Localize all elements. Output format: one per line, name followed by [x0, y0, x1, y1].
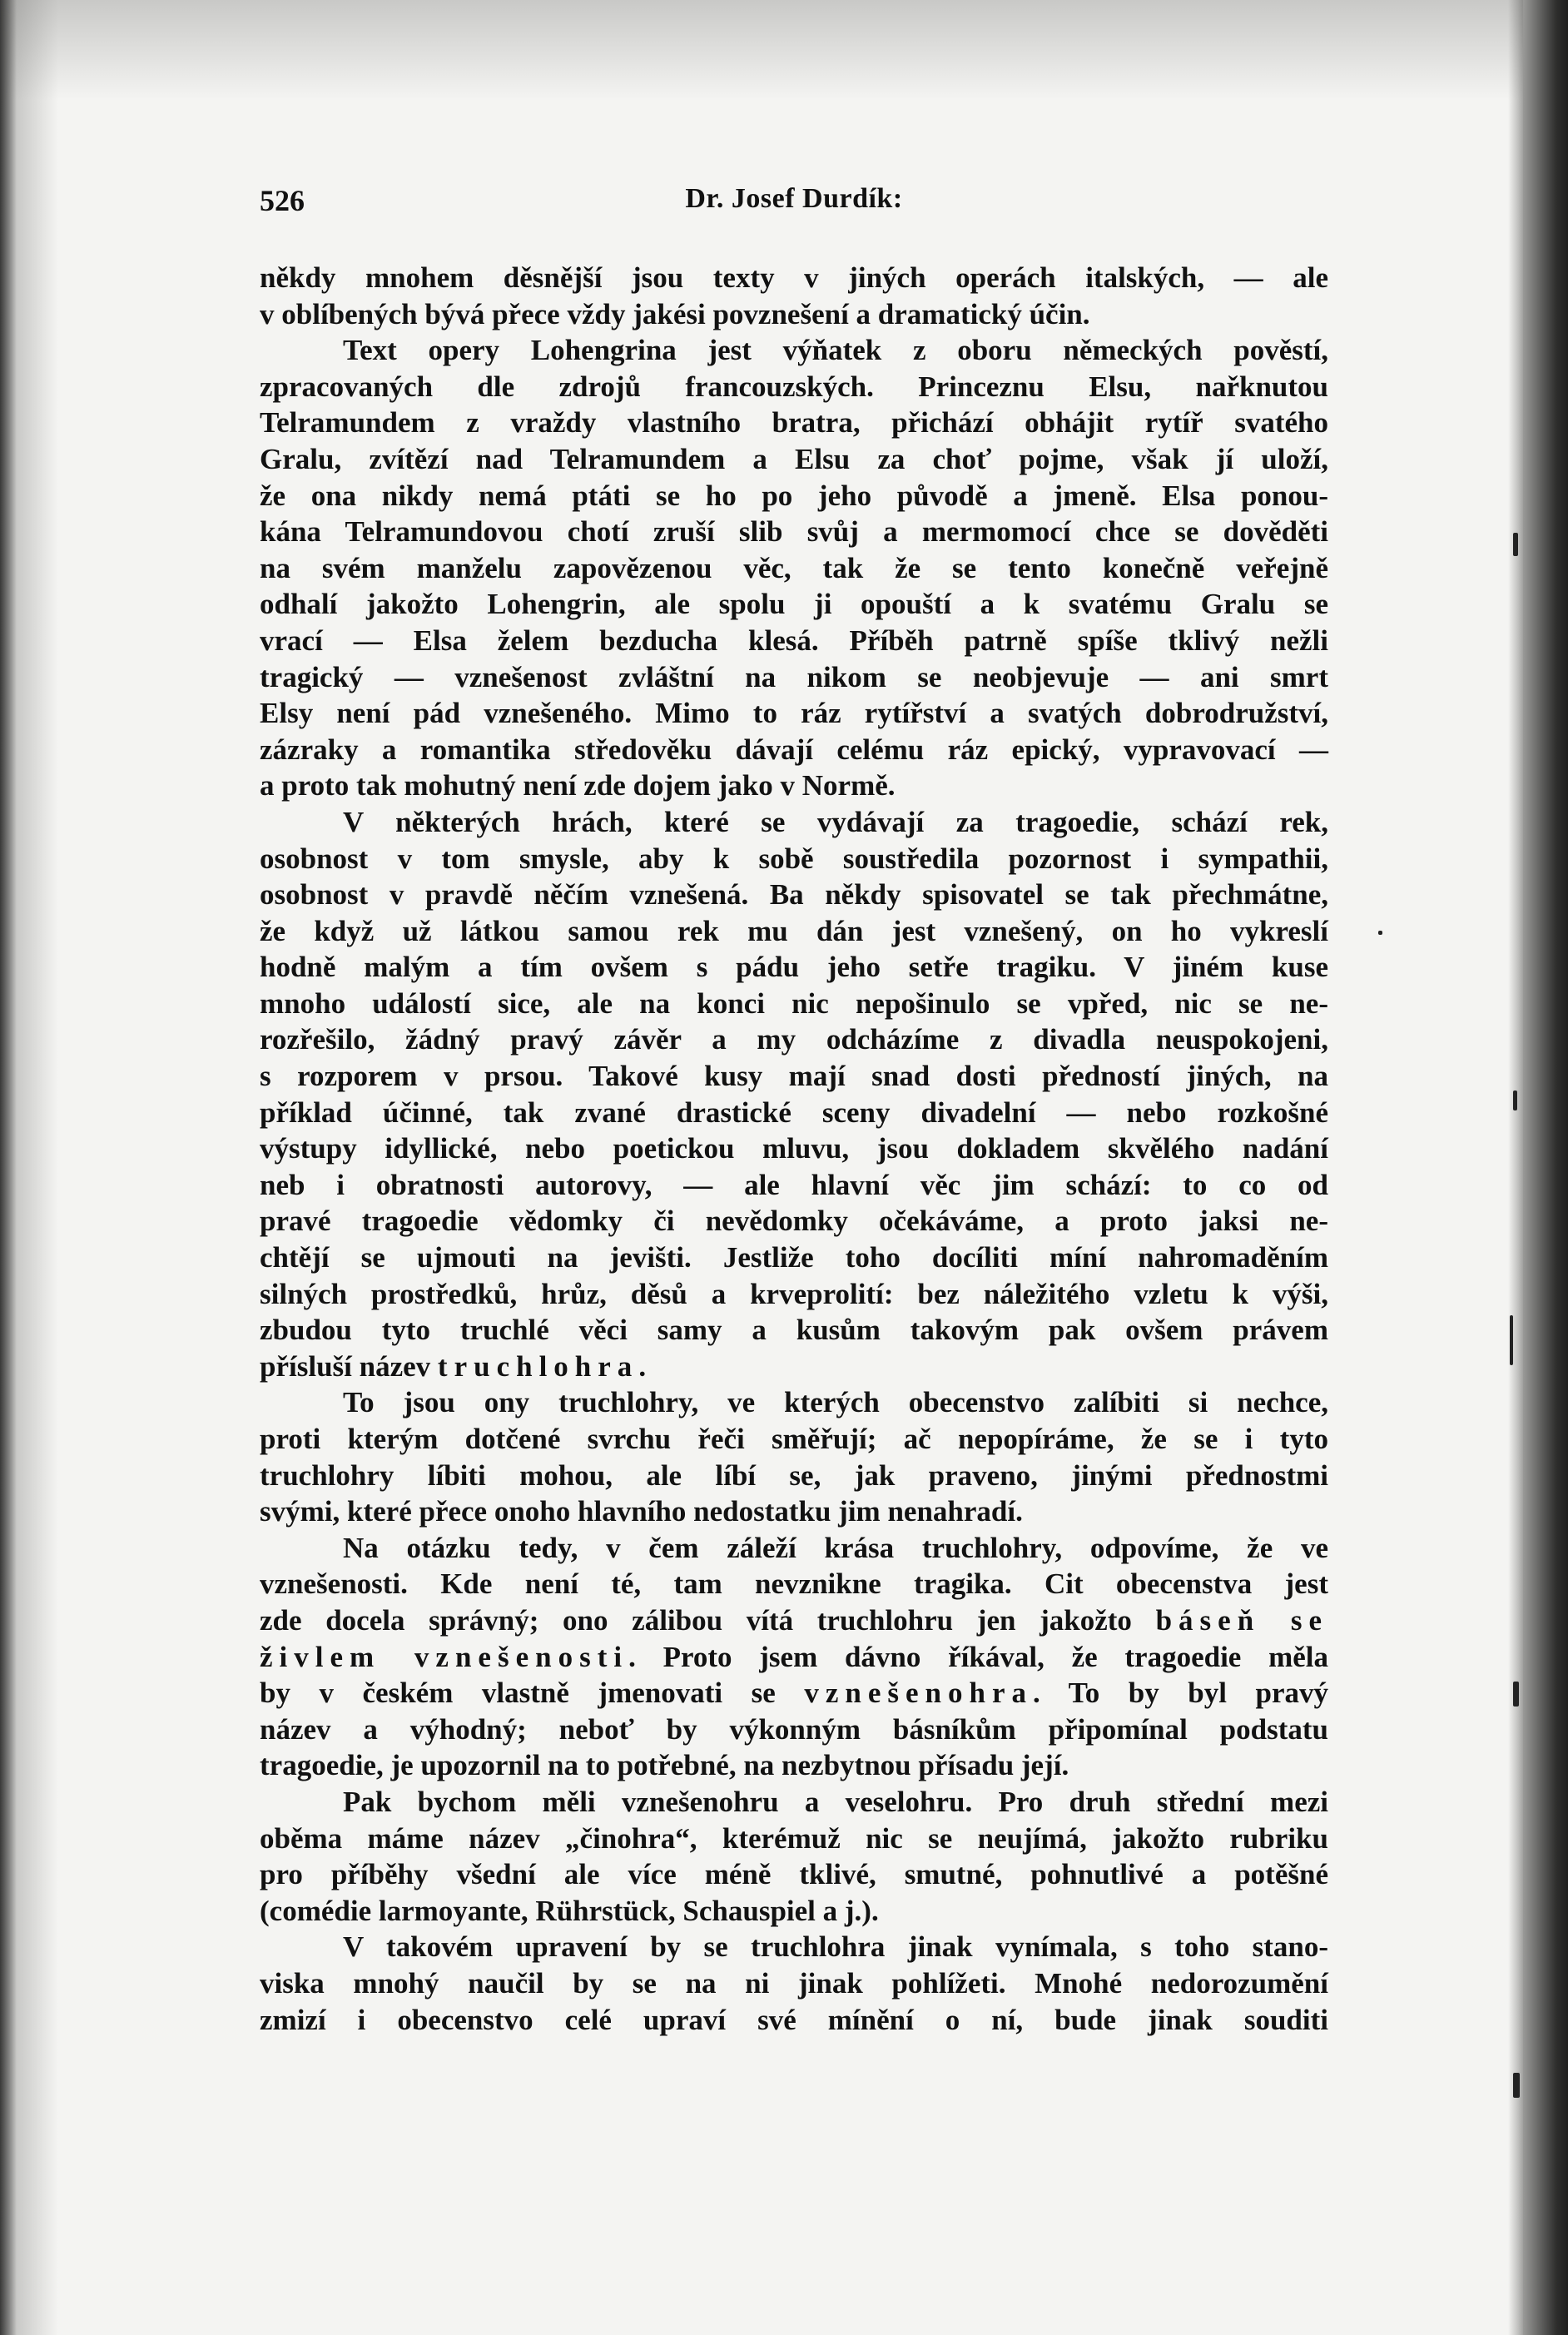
- text-line: proti kterým dotčené svrchu řeči směřují; ač nepopíráme, že se i tyto: [260, 1423, 1328, 1455]
- text-line: zmizí i obecenstvo celé upraví své mínění o ní, bude jinak souditi: [260, 2003, 1328, 2036]
- text-fragment: by v českém vlastně jmenovati se: [260, 1677, 805, 1710]
- text-line: příklad účinné, tak zvané drastické sceny divadelní — nebo rozkošné: [260, 1095, 1328, 1129]
- text-line: výstupy idyllické, nebo poetickou mluvu, jsou dokladem skvělého nadání: [260, 1132, 1328, 1165]
- text-line: silných prostředků, hrůz, děsů a krveprolití: bez náležitého vzletu k výši,: [260, 1277, 1328, 1310]
- text-line: vznešenosti. Kde není té, tam nevznikne tragika. Cit obecenstva jest: [260, 1567, 1328, 1601]
- paragraph: [260, 804, 1328, 1385]
- paragraph: [260, 1530, 1328, 1784]
- text-fragment: .: [638, 1349, 647, 1383]
- text-line: vrací — Elsa želem bezducha klesá. Příběh patrně spíše tklivý nežli: [260, 623, 1328, 657]
- text-line: pravé tragoedie vědomky či nevědomky očekáváme, a proto jaksi ne-: [260, 1205, 1328, 1238]
- text-line: viska mnohý naučil by se na ni jinak pohlížeti. Mnohé nedorozumění: [260, 1966, 1328, 2000]
- text-line: že když už látkou samou rek mu dán jest vznešený, on ho vykreslí: [260, 914, 1328, 947]
- paragraph: [260, 1929, 1328, 2038]
- text-line: svými, které přece onoho hlavního nedostatku jim nenahradí.: [260, 1495, 1023, 1528]
- text-line: [260, 1602, 1328, 1639]
- text-line: V některých hrách, které se vydávají za tragoedie, schází rek,: [343, 805, 1328, 838]
- text-line: pro příběhy všední ale více méně tklivé, smutné, pohnutlivé a potěšné: [260, 1858, 1328, 1891]
- paragraph: [260, 260, 1328, 332]
- text-line: oběma máme název „činohra“, kterémuž nic se neujímá, jakožto rubriku: [260, 1821, 1328, 1855]
- text-fragment: přísluší název: [260, 1349, 438, 1383]
- text-line: V takovém upravení by se truchlohra jinak vynímala, s toho stano-: [343, 1930, 1328, 1964]
- text-line: že ona nikdy nemá ptáti se ho po jeho původě a jmeně. Elsa ponou-: [260, 479, 1328, 512]
- text-line: truchlohry líbiti mohou, ale líbí se, jak praveno, jinými přednostmi: [260, 1458, 1328, 1492]
- scan-speck: [1513, 1682, 1519, 1707]
- text-line: [260, 1639, 1328, 1676]
- text-line: zpracovaných dle zdrojů francouzských. Princeznu Elsu, nařknutou: [260, 370, 1328, 403]
- paragraph: [260, 1384, 1328, 1529]
- scan-speck: [1510, 1315, 1513, 1365]
- text-line: kána Telramundovou chotí zruší slib svůj a mermomocí chce se dověděti: [260, 515, 1328, 549]
- page-number: 526: [260, 184, 305, 217]
- text-line: (comédie larmoyante, Rührstück, Schauspiel a j.).: [260, 1894, 879, 1927]
- text-line: hodně malým a tím ovšem s pádu jeho setře tragiku. V jiném kuse: [260, 951, 1328, 984]
- text-fragment: . Proto jsem dávno říkával, že tragoedie měla: [628, 1640, 1329, 1673]
- text-line: mnoho událostí sice, ale na konci nic nepošinulo se vpřed, nic se ne-: [260, 986, 1328, 1020]
- page-header: [260, 178, 1328, 220]
- text-line: Telramundem z vraždy vlastního bratra, přichází obhájit rytíř svatého: [260, 406, 1328, 440]
- text-line: zbudou tyto truchlé věci samy a kusům takovým pak ovšem právem: [260, 1314, 1328, 1347]
- body-text: [260, 260, 1328, 2038]
- spaced-emphasis: báseň se: [1155, 1603, 1328, 1637]
- text-line: osobnost v pravdě něčím vznešená. Ba někdy spisovatel se tak přechmátne,: [260, 878, 1328, 912]
- text-line: s rozporem v prsou. Takové kusy mají snad dosti předností jiných, na: [260, 1060, 1328, 1093]
- text-line: Elsy není pád vznešeného. Mimo to ráz rytířství a svatých dobrodružství,: [260, 697, 1328, 730]
- text-line: neb i obratnosti autorovy, — ale hlavní věc jim schází: to co od: [260, 1168, 1328, 1201]
- spaced-emphasis: vznešenohra: [804, 1677, 1033, 1710]
- next-page-edge: [1523, 0, 1568, 2335]
- text-line: Gralu, zvítězí nad Telramundem a Elsu za choť pojme, však jí uloží,: [260, 442, 1328, 475]
- spaced-emphasis: truchlohra: [437, 1349, 639, 1383]
- page-edge-shade: [1508, 0, 1523, 2335]
- text-line: zázraky a romantika středověku dávají celému ráz epický, vypravovací —: [260, 733, 1328, 766]
- text-line: někdy mnohem děsnější jsou texty v jiných operách italských, — ale: [260, 261, 1328, 294]
- text-line: a proto tak mohutný není zde dojem jako v Normě.: [260, 769, 896, 802]
- text-fragment: . To by byl pravý: [1032, 1677, 1329, 1710]
- text-line: odhalí jakožto Lohengrin, ale spolu ji opouští a k svatému Gralu se: [260, 588, 1328, 621]
- text-line: rozřešilo, žádný pravý závěr a my odcházíme z divadla neuspokojeni,: [260, 1023, 1328, 1056]
- text-line: v oblíbených bývá přece vždy jakési povznešení a dramatický účin.: [260, 297, 1090, 330]
- text-line: tragoedie, je upozornil na to potřebné, na nezbytnou přísadu její.: [260, 1749, 1069, 1782]
- text-line: chtějí se ujmouti na jevišti. Jestliže toho docíliti míní nahromaděním: [260, 1241, 1328, 1274]
- text-line: osobnost v tom smysle, aby k sobě soustředila pozornost i sympathii,: [260, 842, 1328, 875]
- text-line: tragický — vznešenost zvláštní na nikom se neobjevuje — ani smrt: [260, 660, 1328, 693]
- paragraph: [260, 332, 1328, 804]
- paragraph: [260, 1784, 1328, 1929]
- text-line: To jsou ony truchlohry, ve kterých obecenstvo zalíbiti si nechce,: [343, 1386, 1328, 1419]
- text-line: [260, 1675, 1328, 1712]
- text-line: Text opery Lohengrina jest výňatek z oboru německých pověstí,: [343, 334, 1328, 367]
- scan-speck: [1513, 2073, 1520, 2098]
- text-line: Na otázku tedy, v čem záleží krása truchlohry, odpovíme, že ve: [343, 1531, 1328, 1564]
- scan-speck: [1513, 533, 1518, 556]
- text-line: [260, 1349, 1328, 1385]
- spaced-emphasis: živlem vznešenosti: [260, 1640, 629, 1673]
- scan-speck: [1378, 931, 1382, 935]
- scan-speck: [1513, 1090, 1517, 1110]
- text-line: Pak bychom měli vznešenohru a veselohru. Pro druh střední mezi: [343, 1785, 1328, 1818]
- text-line: na svém manželu zapovězenou věc, tak že se tento konečně veřejně: [260, 551, 1328, 584]
- text-line: název a výhodný; neboť by výkonným básníkům připomínal podstatu: [260, 1712, 1328, 1746]
- text-fragment: zde docela správný; ono zálibou vítá truchlohru jen jakožto: [260, 1603, 1156, 1637]
- left-scan-shadow: [0, 0, 17, 2335]
- running-head: Dr. Josef Durdík:: [685, 183, 903, 214]
